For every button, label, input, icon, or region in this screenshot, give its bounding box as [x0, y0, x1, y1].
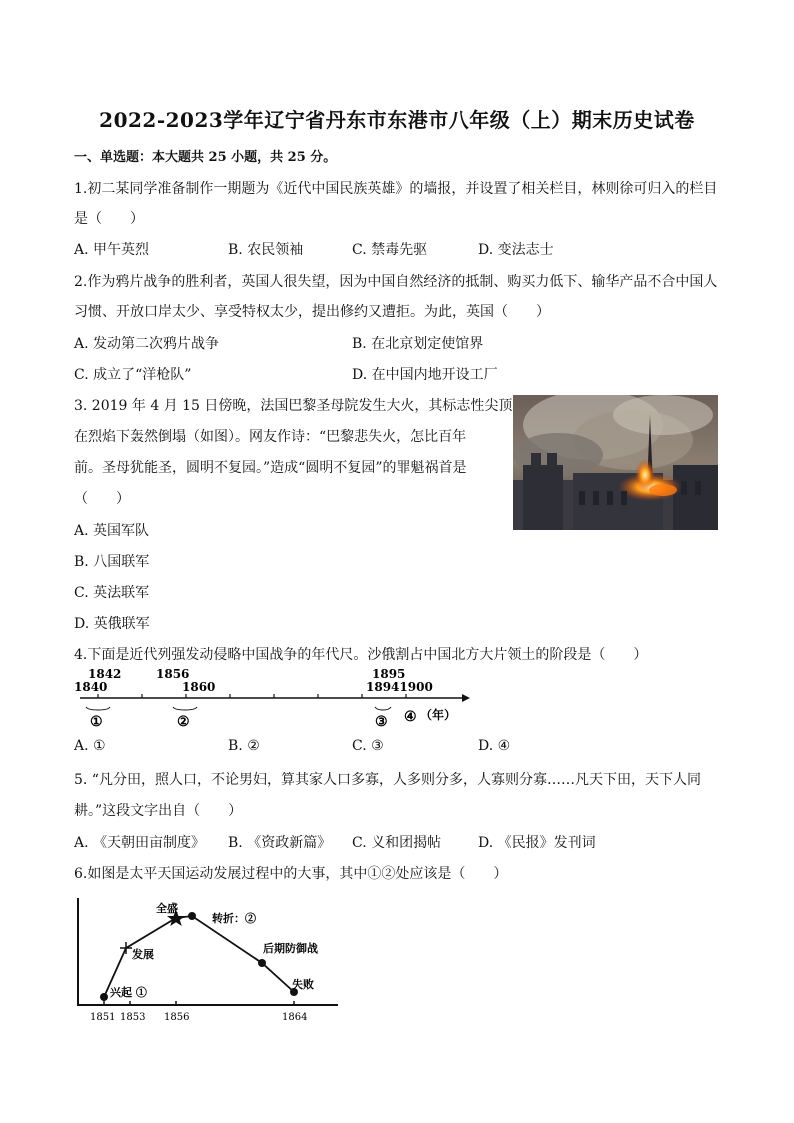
- question-5-stem: 5. “凡分田，照人口，不论男妇，算其家人口多寡，人多则分多，人寡则分寡……凡天下田，天下人同: [74, 772, 701, 788]
- section-heading: 一、单选题：本大题共 25 小题，共 25 分。: [74, 150, 337, 165]
- q5-option-d[interactable]: D. 《民报》发刊词: [478, 835, 596, 851]
- chart-label-fail: 失败: [292, 978, 314, 991]
- q3-option-d[interactable]: D. 英俄联军: [74, 616, 150, 632]
- question-3-stem-cont: 在烈焰下轰然倒塌（如图）。网友作诗：“巴黎悲失火，怎比百年: [74, 429, 467, 445]
- timeline-segment-2: ②: [177, 714, 190, 730]
- question-3-stem: 3. 2019 年 4 月 15 日傍晚，法国巴黎圣母院发生大火，其标志性尖顶: [74, 398, 513, 414]
- chart-year: 1856: [164, 1012, 190, 1023]
- q4-option-a[interactable]: A. ①: [74, 738, 106, 754]
- chart-label-develop: 发展: [132, 948, 154, 961]
- q4-option-d[interactable]: D. ④: [478, 738, 511, 754]
- chart-label-turning: 转折：②: [212, 912, 256, 925]
- chart-label-defense: 后期防御战: [263, 942, 318, 955]
- timeline-unit: （年）: [420, 708, 457, 722]
- chart-label-rise: 兴起 ①: [110, 986, 147, 999]
- question-2-stem-cont: 习惯、开放口岸太少、享受特权太少，提出修约又遭拒。为此，英国（ ）: [74, 304, 550, 320]
- q1-option-b[interactable]: B. 农民领袖: [228, 242, 304, 258]
- q5-option-b[interactable]: B. 《资政新篇》: [228, 835, 332, 851]
- timeline-segment-4: ④: [404, 709, 417, 725]
- question-2-stem: 2.作为鸦片战争的胜利者，英国人很失望，因为中国自然经济的抵制、购买力低下、输华产品不合中国人: [74, 274, 718, 290]
- timeline-top-year: 1895: [372, 667, 406, 681]
- q5-option-c[interactable]: C. 义和团揭帖: [352, 835, 442, 851]
- q4-option-b[interactable]: B. ②: [228, 738, 260, 754]
- timeline-bottom-year: 1860: [182, 680, 216, 694]
- timeline-segment-1: ①: [90, 714, 103, 730]
- q3-option-c[interactable]: C. 英法联军: [74, 585, 150, 601]
- q1-option-c[interactable]: C. 禁毒先驱: [352, 242, 428, 258]
- timeline-top-year: 1856: [156, 667, 190, 681]
- q1-option-d[interactable]: D. 变法志士: [478, 242, 554, 258]
- chart-label-peak: 全盛: [156, 902, 178, 915]
- timeline-bottom-year: 18941900: [366, 680, 433, 694]
- notre-dame-fire-photo: [513, 395, 718, 530]
- question-3-stem-cont: （ ）: [74, 491, 130, 507]
- question-1-stem-cont: 是（ ）: [74, 211, 144, 227]
- q1-option-a[interactable]: A. 甲午英烈: [74, 242, 150, 258]
- chart-year: 1851: [90, 1012, 116, 1023]
- q4-option-c[interactable]: C. ③: [352, 738, 384, 754]
- question-5-stem-cont: 耕。”这段文字出自（ ）: [74, 803, 243, 819]
- timeline-segment-3: ③: [375, 714, 388, 730]
- question-6-stem: 6.如图是太平天国运动发展过程中的大事，其中①②处应该是（ ）: [74, 866, 508, 882]
- q5-option-a[interactable]: A. 《天朝田亩制度》: [74, 835, 206, 851]
- q3-option-b[interactable]: B. 八国联军: [74, 554, 150, 570]
- chart-year: 1853: [120, 1012, 146, 1023]
- timeline-top-year: 1842: [88, 667, 122, 681]
- page-title: 2022-2023学年辽宁省丹东市东港市八年级（上）期末历史试卷: [99, 108, 695, 132]
- timeline-bottom-year: 1840: [74, 680, 108, 694]
- question-1-stem: 1.初二某同学准备制作一期题为《近代中国民族英雄》的墙报，并设置了相关栏目，林则徐可归入的栏目: [74, 181, 718, 197]
- q2-option-a[interactable]: A. 发动第二次鸦片战争: [74, 336, 220, 352]
- q2-option-d[interactable]: D. 在中国内地开设工厂: [352, 367, 498, 383]
- timeline-ruler: [70, 666, 490, 736]
- chart-year: 1864: [282, 1012, 308, 1023]
- question-4-stem: 4.下面是近代列强发动侵略中国战争的年代尺。沙俄割占中国北方大片领土的阶段是（ ）: [74, 647, 648, 663]
- q2-option-b[interactable]: B. 在北京划定使馆界: [352, 336, 484, 352]
- question-3-stem-cont: 前。圣母犹能圣，圆明不复园。”造成“圆明不复园”的罪魁祸首是: [74, 460, 467, 476]
- q3-option-a[interactable]: A. 英国军队: [74, 523, 150, 539]
- q2-option-c[interactable]: C. 成立了“洋枪队”: [74, 367, 192, 383]
- taiping-movement-chart: [60, 890, 350, 1030]
